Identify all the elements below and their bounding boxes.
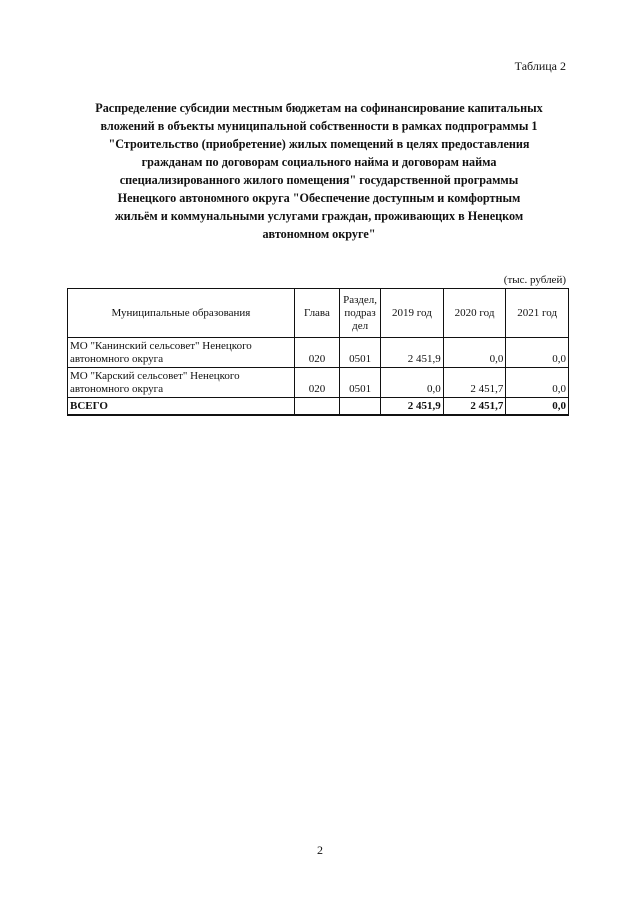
header-chapter: Глава xyxy=(294,289,339,338)
total-row xyxy=(68,398,569,416)
table-row xyxy=(68,368,569,398)
units-label: (тыс. рублей) xyxy=(503,274,566,286)
header-2019: 2019 год xyxy=(381,289,444,338)
table-number: Таблица 2 xyxy=(514,59,566,73)
total-chapter xyxy=(294,398,339,416)
header-municipality: Муниципальные образования xyxy=(68,289,295,338)
title-line: Распределение субсидии местным бюджетам на софинансирование капитальных xyxy=(95,101,543,115)
title-line: автономном округе" xyxy=(262,227,376,241)
title-line: жильём и коммунальными услугами граждан, проживающих в Ненецком xyxy=(114,209,524,223)
cell-chapter: 020 xyxy=(294,338,339,368)
title-line: вложений в объекты муниципальной собственности в рамках подпрограммы 1 xyxy=(100,119,538,133)
cell-2019: 2 451,9 xyxy=(381,338,444,368)
header-2021: 2021 год xyxy=(506,289,569,338)
title-line: гражданам по договорам социального найма и договорам найма xyxy=(141,155,497,169)
document-title xyxy=(64,99,574,243)
cell-municipality: МО "Канинский сельсовет" Ненецкого автономного округа xyxy=(68,338,295,368)
table-header-row xyxy=(68,289,569,338)
title-line: Ненецкого автономного округа "Обеспечение доступным и комфортным xyxy=(117,191,521,205)
subsidy-table xyxy=(67,288,569,416)
cell-2021: 0,0 xyxy=(506,368,569,398)
total-2019: 2 451,9 xyxy=(381,398,444,416)
page-number: 2 xyxy=(317,843,323,857)
table-row xyxy=(68,338,569,368)
total-2020: 2 451,7 xyxy=(443,398,506,416)
title-line: специализированного жилого помещения" государственной программы xyxy=(119,173,519,187)
cell-chapter: 020 xyxy=(294,368,339,398)
cell-2020: 2 451,7 xyxy=(443,368,506,398)
cell-2019: 0,0 xyxy=(381,368,444,398)
total-label: ВСЕГО xyxy=(68,398,295,416)
cell-2021: 0,0 xyxy=(506,338,569,368)
title-line: "Строительство (приобретение) жилых помещений в целях предоставления xyxy=(108,137,530,151)
cell-2020: 0,0 xyxy=(443,338,506,368)
total-2021: 0,0 xyxy=(506,398,569,416)
header-section: Раздел, подраз дел xyxy=(340,289,381,338)
header-2020: 2020 год xyxy=(443,289,506,338)
total-section xyxy=(340,398,381,416)
cell-municipality: МО "Карский сельсовет" Ненецкого автономного округа xyxy=(68,368,295,398)
cell-section: 0501 xyxy=(340,338,381,368)
cell-section: 0501 xyxy=(340,368,381,398)
